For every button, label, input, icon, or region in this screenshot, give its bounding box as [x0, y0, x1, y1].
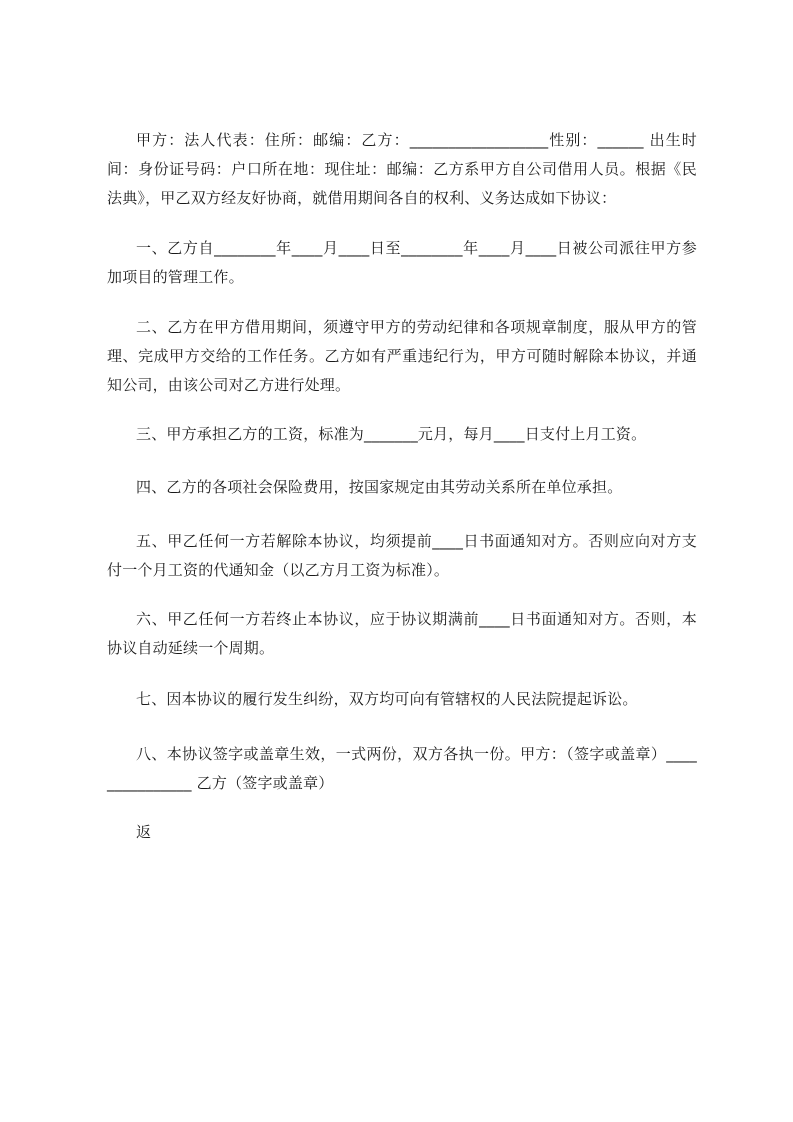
clause-7: 七、因本协议的履行发生纠纷，双方均可向有管辖权的人民法院提起诉讼。	[136, 690, 638, 708]
trailing-text: 返	[136, 823, 152, 841]
clause-3: 三、甲方承担乙方的工资，标准为_______元月，每月____日支付上月工资。	[136, 425, 647, 443]
clause-2: 二、乙方在甲方借用期间，须遵守甲方的劳动纪律和各项规章制度，服从甲方的管理、完成甲方交给的工作任务。乙方如有严重违纪行为，甲方可随时解除本协议，并通知公司，由该公司对乙方进行处理。	[107, 318, 697, 394]
agreement-intro: 甲方：法人代表：住所：邮编：乙方：__________________性别：______ 出生时间：身份证号码：户口所在地：现住址：邮编：乙方系甲方自公司借用人员。根据《民法典》，甲乙双方经友好协商，就借用期间各自的权利、义务达成如下协议：	[107, 131, 697, 207]
clause-8: 八、本协议签字或盖章生效，一式两份，双方各执一份。甲方：（签字或盖章）_______________ 乙方（签字或盖章）	[107, 745, 697, 792]
clause-6: 六、甲乙任何一方若终止本协议，应于协议期满前____日书面通知对方。否则，本协议自动延续一个周期。	[107, 610, 697, 657]
clause-1: 一、乙方自________年____月____日至________年____月____日被公司派往甲方参加项目的管理工作。	[107, 239, 697, 286]
clause-5: 五、甲乙任何一方若解除本协议，均须提前____日书面通知对方。否则应向对方支付一个月工资的代通知金（以乙方月工资为标准）。	[107, 532, 697, 579]
clause-4: 四、乙方的各项社会保险费用，按国家规定由其劳动关系所在单位承担。	[136, 478, 623, 496]
